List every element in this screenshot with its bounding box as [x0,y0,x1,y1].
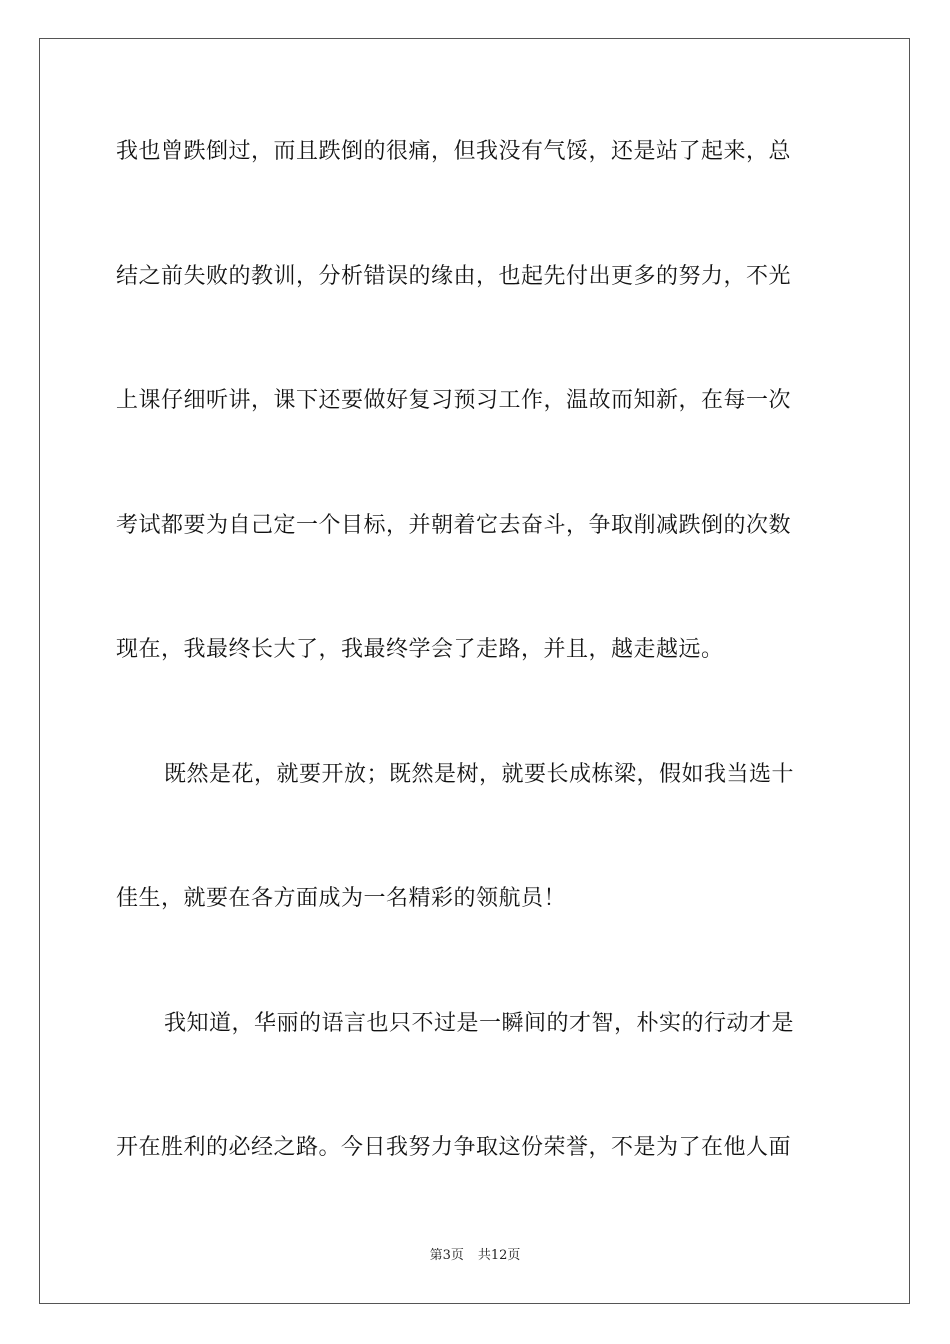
body-line-7: 佳生，就要在各方面成为一名精彩的领航员！ [116,886,567,911]
page-number: 第3页 [429,1248,464,1263]
page-footer [0,1247,950,1265]
page-total: 共12页 [477,1248,521,1263]
page-border [39,38,910,1304]
body-line-4: 考试都要为自己定一个目标，并朝着它去奋斗，争取削减跌倒的次数 [116,513,792,538]
body-line-2: 结之前失败的教训，分析错误的缘由，也起先付出更多的努力，不光 [116,264,792,289]
body-line-9: 开在胜利的必经之路。今日我努力争取这份荣誉，不是为了在他人面 [116,1135,792,1160]
body-line-6: 既然是花，就要开放；既然是树，就要长成栋梁，假如我当选十 [164,762,795,787]
body-line-3: 上课仔细听讲，课下还要做好复习预习工作，温故而知新，在每一次 [116,388,792,413]
body-line-8: 我知道，华丽的语言也只不过是一瞬间的才智，朴实的行动才是 [164,1011,795,1036]
body-line-1: 我也曾跌倒过，而且跌倒的很痛，但我没有气馁，还是站了起来，总 [116,139,792,164]
body-line-5: 现在，我最终长大了，我最终学会了走路，并且，越走越远。 [116,637,724,662]
